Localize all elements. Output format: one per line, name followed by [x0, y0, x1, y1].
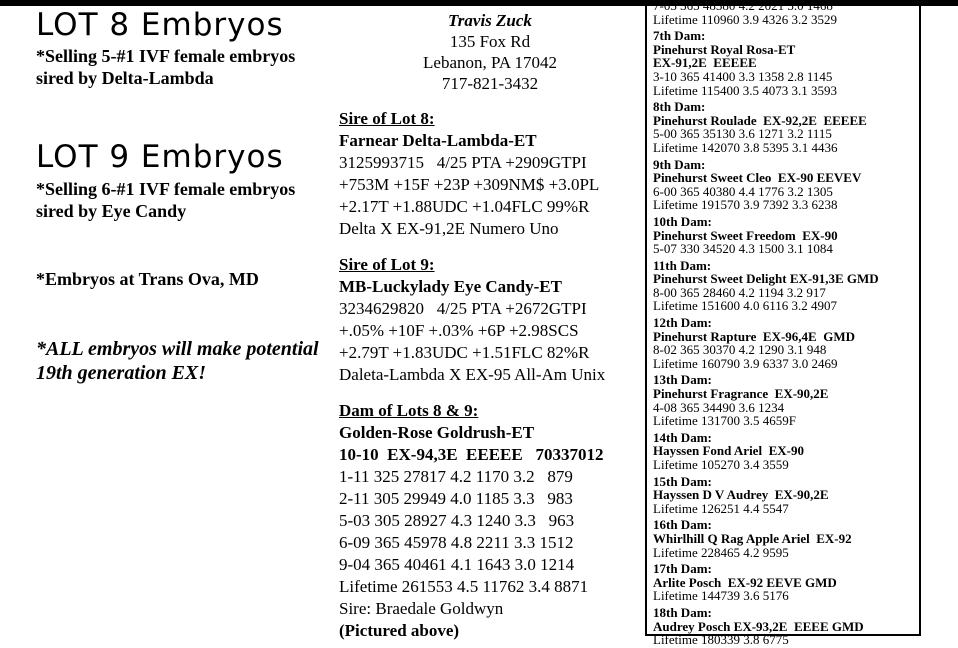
sire-lot9-line4: Daleta-Lambda X EX-95 All-Am Unix	[339, 365, 606, 384]
dam-record: 6-09 365 45978 4.8 2211 3.3 1512	[339, 533, 574, 552]
pedigree-dam-record: Lifetime 110960 3.9 4326 3.2 3529	[653, 11, 838, 27]
pedigree-list	[653, 0, 919, 647]
lot8-description	[36, 45, 295, 89]
pedigree-dam-name: Arlite Posch EX-92 EEVE GMD	[653, 574, 837, 590]
contact-name: Travis Zuck	[448, 11, 532, 30]
pedigree-dam-record: 4-08 365 34490 3.6 1234	[653, 399, 785, 415]
pedigree-dam-name: Pinehurst Royal Rosa-ET	[653, 41, 796, 57]
dam-lifetime: Lifetime 261553 4.5 11762 3.4 8871	[339, 577, 589, 596]
pedigree-dam-label: 13th Dam:	[653, 372, 712, 388]
lot8-title: LOT 8 Embryos	[36, 7, 284, 43]
pedigree-dam-entry	[653, 100, 919, 154]
sire-lot8-section	[339, 108, 599, 240]
contact-block	[400, 10, 580, 94]
contact-street: 135 Fox Rd	[449, 32, 531, 51]
pedigree-dam-label: 8th Dam:	[653, 99, 706, 115]
dam-section	[339, 400, 603, 642]
pedigree-dam-record: Lifetime 142070 3.8 5395 3.1 4436	[653, 139, 838, 155]
lot8-desc-line2: sired by Delta-Lambda	[36, 68, 214, 88]
pedigree-dam-entry	[653, 431, 919, 472]
dam-record: 1-11 325 27817 4.2 1170 3.2 879	[339, 467, 573, 486]
dam-record: 2-11 305 29949 4.0 1185 3.3 983	[339, 489, 573, 508]
sire-lot9-heading: Sire of Lot 9:	[339, 255, 435, 274]
pedigree-dam-entry	[653, 29, 919, 97]
pedigree-dam-record: 3-10 365 41400 3.3 1358 2.8 1145	[653, 68, 833, 84]
lot9-description	[36, 178, 295, 222]
pedigree-box	[645, 0, 921, 648]
pedigree-dam-record: Lifetime 131700 3.5 4659F	[653, 413, 796, 429]
dam-heading: Dam of Lots 8 & 9:	[339, 401, 479, 420]
pedigree-dam-name: Pinehurst Sweet Delight EX-91,3E GMD	[653, 271, 879, 287]
pedigree-dam-name: Audrey Posch EX-93,2E EEEE GMD	[653, 618, 864, 634]
sire-lot8-line3: +2.17T +1.88UDC +1.04FLC 99%R	[339, 197, 590, 216]
generation-note-line2: 19th generation EX!	[36, 362, 207, 384]
pedigree-dam-name: Hayssen D V Audrey EX-90,2E	[653, 487, 829, 503]
pedigree-dam-record: Lifetime 191570 3.9 7392 3.3 6238	[653, 197, 838, 213]
pedigree-dam-entry	[653, 475, 919, 516]
pedigree-dam-label: 14th Dam:	[653, 429, 712, 445]
lot8-desc-line1: *Selling 5-#1 IVF female embryos	[36, 46, 296, 66]
pedigree-dam-record: Lifetime 126251 4.4 5547	[653, 500, 789, 516]
pedigree-dam-record: Lifetime 105270 3.4 3559	[653, 457, 789, 472]
pedigree-dam-record: 7-05 365 48580 4.2 2021 3.0 1468	[653, 0, 833, 13]
dam-name: Golden-Rose Goldrush-ET	[339, 423, 535, 442]
pedigree-dam-record: 5-00 365 35130 3.6 1271 3.2 1115	[653, 126, 832, 142]
pedigree-dam-record: Lifetime 151600 4.0 6116 3.2 4907	[653, 298, 838, 314]
dam-pictured-note: (Pictured above)	[339, 621, 460, 640]
pedigree-dam-record: 8-02 365 30370 4.2 1290 3.1 948	[653, 342, 827, 358]
pedigree-dam-entry	[653, 0, 919, 26]
pedigree-dam-name: Pinehurst Sweet Cleo EX-90 EEVEV	[653, 170, 862, 186]
pedigree-dam-label: 16th Dam:	[653, 517, 712, 533]
pedigree-dam-entry	[653, 373, 919, 427]
sire-lot9-line1: 3234629820 4/25 PTA +2672GTPI	[339, 299, 587, 318]
pedigree-dam-record: Lifetime 228465 4.2 9595	[653, 544, 789, 560]
pedigree-dam-label: 7th Dam:	[653, 28, 706, 44]
pedigree-dam-label: 10th Dam:	[653, 213, 712, 229]
pedigree-dam-entry	[653, 518, 919, 559]
pedigree-dam-name: Whirlhill Q Rag Apple Ariel EX-92	[653, 530, 852, 546]
pedigree-dam-label: 9th Dam:	[653, 156, 706, 172]
pedigree-dam-entry	[653, 316, 919, 370]
sire-lot8-line2: +753M +15F +23P +309NM$ +3.0PL	[339, 175, 600, 194]
embryo-location-note: *Embryos at Trans Ova, MD	[36, 269, 259, 289]
pedigree-dam-record: Lifetime 115400 3.5 4073 3.1 3593	[653, 82, 838, 98]
sire-lot8-line1: 3125993715 4/25 PTA +2909GTPI	[339, 153, 587, 172]
lot9-desc-line1: *Selling 6-#1 IVF female embryos	[36, 179, 296, 199]
generation-note-line1: *ALL embryos will make potential	[36, 338, 319, 360]
dam-sire: Sire: Braedale Goldwyn	[339, 599, 504, 618]
pedigree-dam-label: 12th Dam:	[653, 315, 712, 331]
pedigree-dam-entry	[653, 215, 919, 256]
pedigree-dam-record: 6-00 365 40380 4.4 1776 3.2 1305	[653, 183, 833, 199]
pedigree-dam-name: Pinehurst Sweet Freedom EX-90	[653, 227, 838, 243]
contact-city: Lebanon, PA 17042	[423, 53, 557, 72]
pedigree-dam-name: Pinehurst Rapture EX-96,4E GMD	[653, 328, 855, 344]
generation-note	[36, 337, 319, 385]
pedigree-dam-name: Pinehurst Fragrance EX-90,2E	[653, 386, 829, 402]
pedigree-dam-record: 5-07 330 34520 4.3 1500 3.1 1084	[653, 241, 833, 257]
pedigree-dam-name: EX-91,2E EEEEE	[653, 55, 757, 71]
contact-phone: 717-821-3432	[441, 74, 539, 93]
pedigree-dam-label: 11th Dam:	[653, 257, 712, 273]
sire-lot9-name: MB-Luckylady Eye Candy-ET	[339, 277, 562, 296]
pedigree-dam-entry	[653, 158, 919, 212]
lot9-title: LOT 9 Embryos	[36, 139, 284, 175]
sire-lot9-section	[339, 254, 605, 386]
sire-lot8-name: Farnear Delta-Lambda-ET	[339, 131, 537, 150]
sire-lot8-line4: Delta X EX-91,2E Numero Uno	[339, 219, 559, 238]
pedigree-dam-name: Pinehurst Roulade EX-92,2E EEEEE	[653, 112, 867, 128]
pedigree-dam-label: 15th Dam:	[653, 473, 712, 489]
lot9-desc-line2: sired by Eye Candy	[36, 201, 187, 221]
dam-classification: 10-10 EX-94,3E EEEEE 70337012	[339, 445, 604, 464]
pedigree-dam-label: 18th Dam:	[653, 604, 712, 620]
sire-lot9-line3: +2.79T +1.83UDC +1.51FLC 82%R	[339, 343, 590, 362]
pedigree-dam-record: 8-00 365 28460 4.2 1194 3.2 917	[653, 284, 826, 300]
pedigree-dam-name: Hayssen Fond Ariel EX-90	[653, 443, 804, 459]
dam-record: 9-04 365 40461 4.1 1643 3.0 1214	[339, 555, 575, 574]
pedigree-dam-entry	[653, 562, 919, 603]
pedigree-dam-record: Lifetime 144739 3.6 5176	[653, 588, 789, 604]
pedigree-dam-label: 17th Dam:	[653, 561, 712, 577]
sire-lot9-line2: +.05% +10F +.03% +6P +2.98SCS	[339, 321, 579, 340]
pedigree-dam-entry	[653, 259, 919, 313]
sire-lot8-heading: Sire of Lot 8:	[339, 109, 435, 128]
dam-record: 5-03 305 28927 4.3 1240 3.3 963	[339, 511, 575, 530]
pedigree-dam-record: Lifetime 160790 3.9 6337 3.0 2469	[653, 355, 838, 371]
pedigree-dam-record: Lifetime 180339 3.8 6775	[653, 632, 789, 648]
pedigree-dam-entry	[653, 606, 919, 647]
